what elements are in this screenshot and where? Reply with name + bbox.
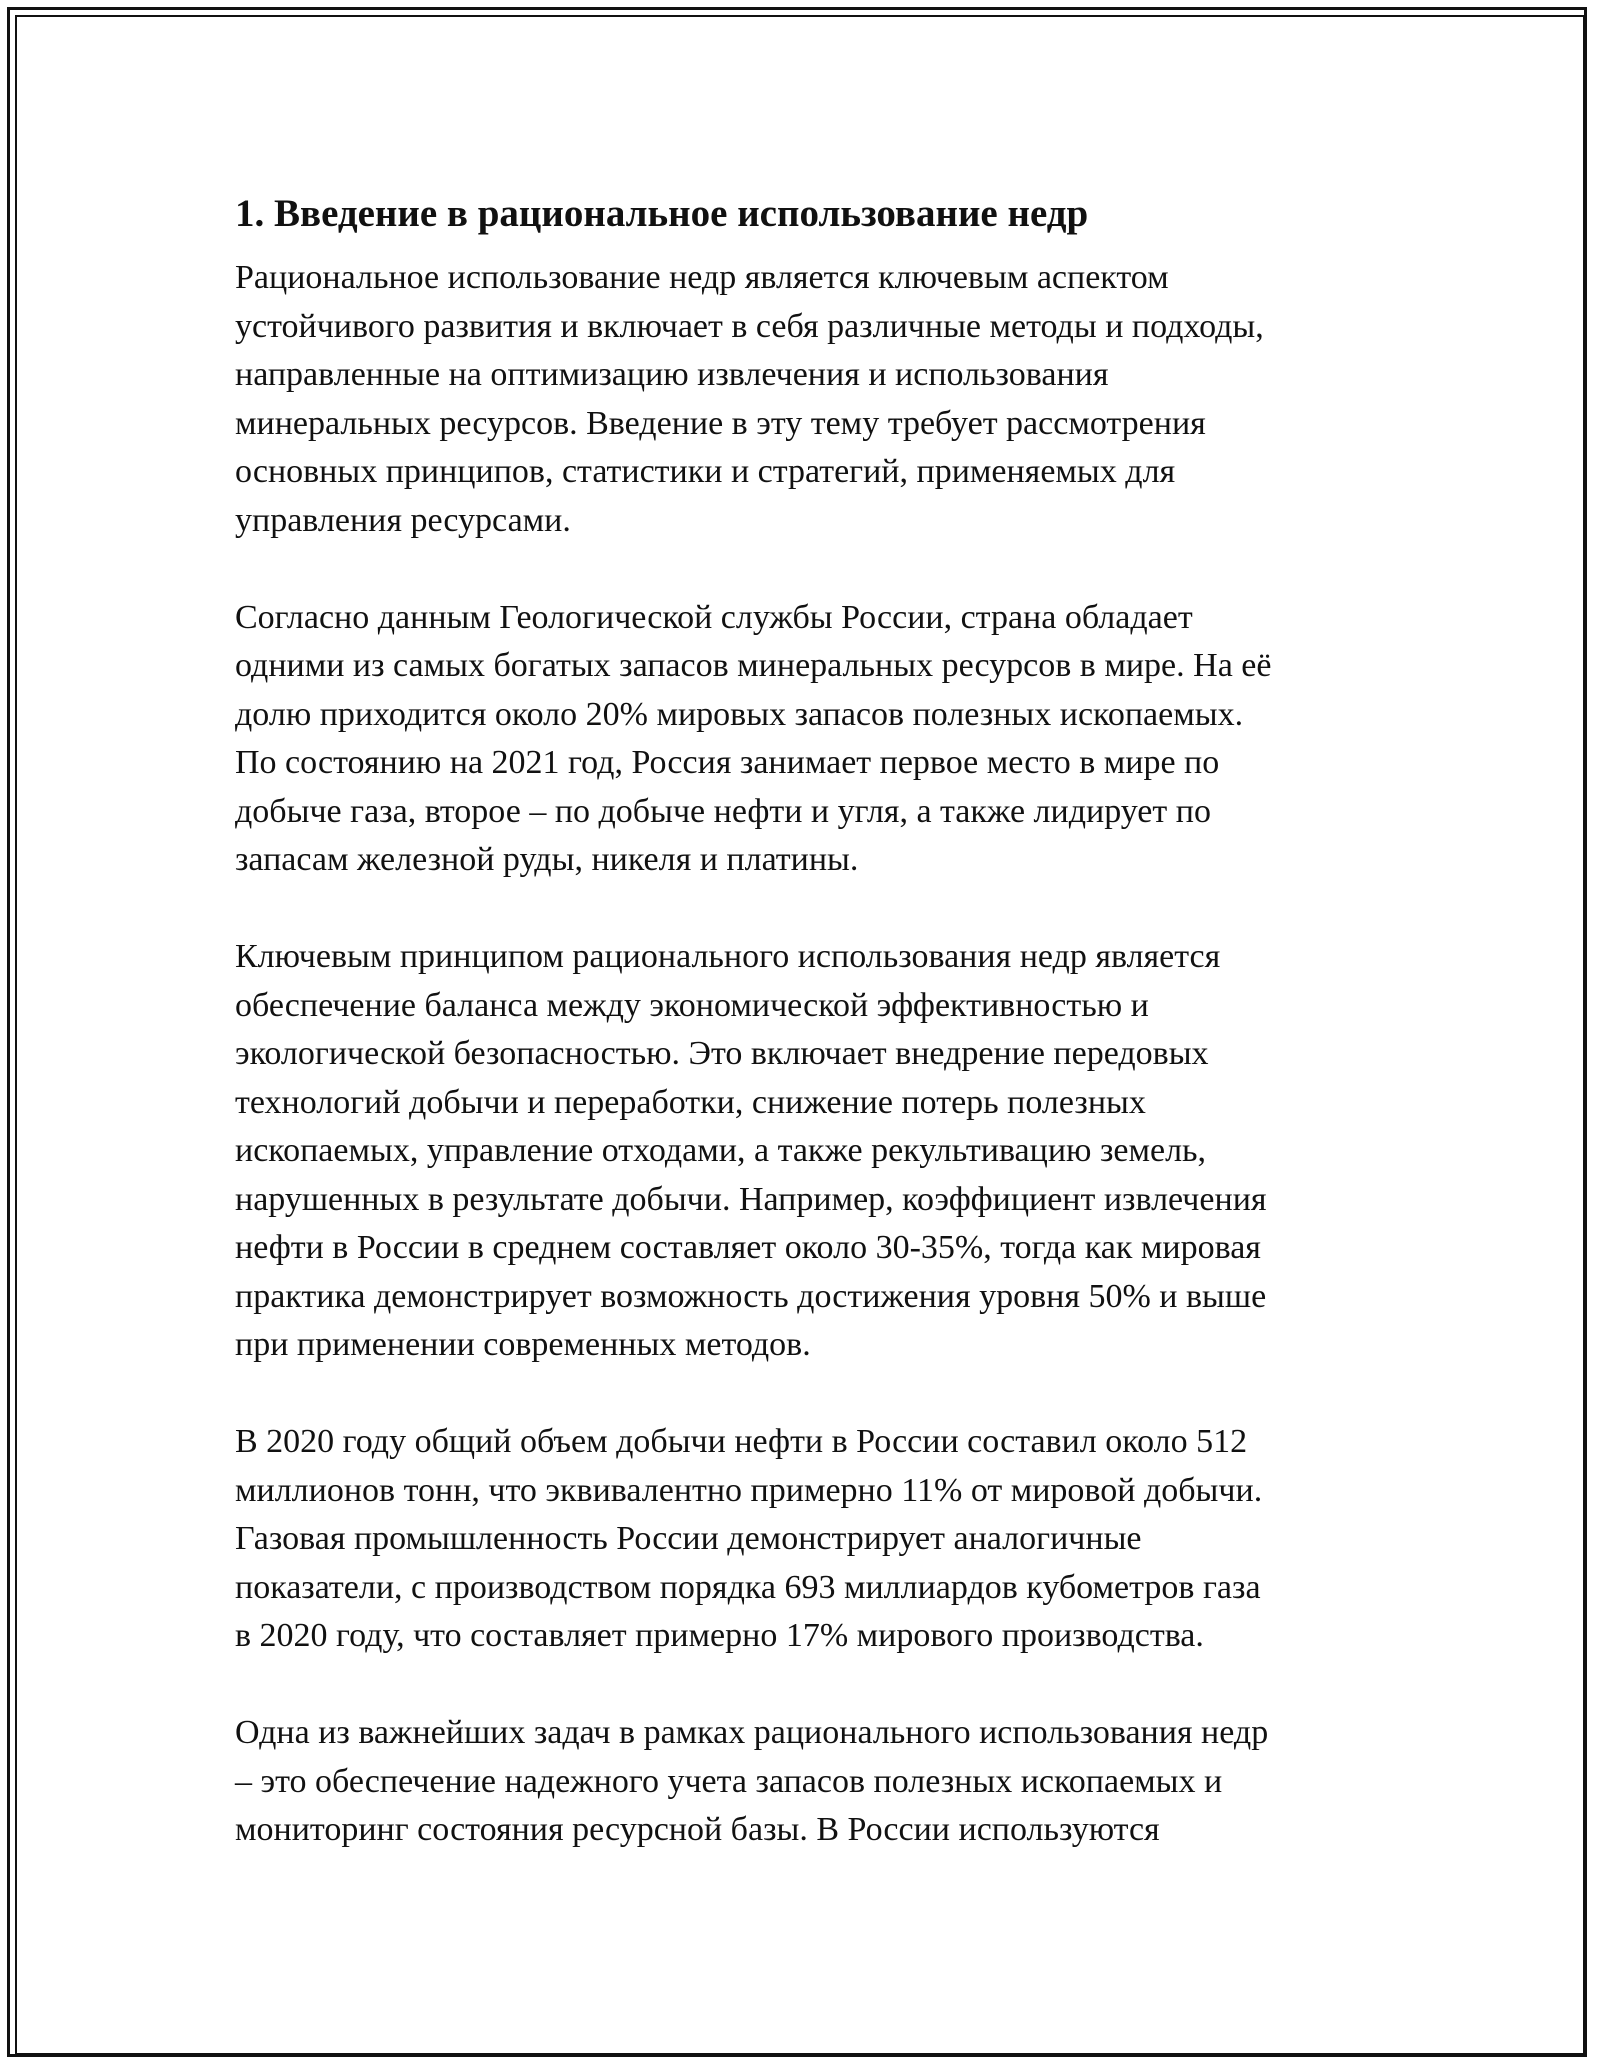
document-body bbox=[235, 188, 1365, 1903]
text-line: экологической безопасностью. Это включает внедрение передовых bbox=[235, 1035, 1209, 1072]
text-line: нефти в России в среднем составляет около 30-35%, тогда как мировая bbox=[235, 1229, 1261, 1266]
text-line: Рациональное использование недр является ключевым аспектом bbox=[235, 259, 1169, 296]
paragraph bbox=[235, 1709, 1365, 1855]
paragraph bbox=[235, 933, 1365, 1370]
text-line: нарушенных в результате добычи. Например, коэффициент извлечения bbox=[235, 1180, 1267, 1218]
text-line: По состоянию на 2021 год, Россия занимает первое место в мире по bbox=[235, 744, 1220, 781]
text-line: устойчивого развития и включает в себя различные методы и подходы, bbox=[235, 307, 1264, 345]
text-line: технологий добычи и переработки, снижение потерь полезных bbox=[235, 1083, 1146, 1121]
paragraph bbox=[235, 594, 1365, 885]
paragraph bbox=[235, 1418, 1365, 1661]
text-line: показатели, с производством порядка 693 миллиардов кубометров газа bbox=[235, 1568, 1261, 1606]
text-line: запасам железной руды, никеля и платины. bbox=[235, 841, 859, 878]
text-line: ископаемых, управление отходами, а также рекультивацию земель, bbox=[235, 1132, 1207, 1169]
text-line: при применении современных методов. bbox=[235, 1326, 811, 1363]
text-line: – это обеспечение надежного учета запасов полезных ископаемых и bbox=[235, 1762, 1223, 1800]
section-heading: 1. Введение в рациональное использование недр bbox=[235, 192, 1089, 235]
text-line: В 2020 году общий объем добычи нефти в России составил около 512 bbox=[235, 1423, 1248, 1460]
text-line: Согласно данным Геологической службы России, страна обладает bbox=[235, 598, 1193, 636]
text-line: добыче газа, второе – по добыче нефти и угля, а также лидирует по bbox=[235, 792, 1211, 830]
paragraphs-container bbox=[235, 254, 1365, 1855]
text-line: обеспечение баланса между экономической эффективностью и bbox=[235, 986, 1149, 1024]
text-line: практика демонстрирует возможность достижения уровня 50% и выше bbox=[235, 1277, 1267, 1315]
text-line: Газовая промышленность России демонстрирует аналогичные bbox=[235, 1520, 1142, 1557]
text-line: одними из самых богатых запасов минеральных ресурсов в мире. На её bbox=[235, 647, 1272, 684]
text-line: в 2020 году, что составляет примерно 17% мирового производства. bbox=[235, 1617, 1204, 1654]
paragraph bbox=[235, 254, 1365, 545]
text-line: минеральных ресурсов. Введение в эту тему требует рассмотрения bbox=[235, 404, 1206, 442]
text-line: основных принципов, статистики и стратегий, применяемых для bbox=[235, 453, 1176, 490]
text-line: направленные на оптимизацию извлечения и использования bbox=[235, 356, 1109, 393]
text-line: долю приходится около 20% мировых запасов полезных ископаемых. bbox=[235, 695, 1244, 733]
text-line: управления ресурсами. bbox=[235, 501, 571, 539]
text-line: Ключевым принципом рационального использования недр является bbox=[235, 938, 1221, 975]
text-line: мониторинг состояния ресурсной базы. В России используются bbox=[235, 1811, 1160, 1848]
text-line: миллионов тонн, что эквивалентно примерно 11% от мировой добычи. bbox=[235, 1471, 1263, 1509]
text-line: Одна из важнейших задач в рамках рационального использования недр bbox=[235, 1714, 1269, 1751]
